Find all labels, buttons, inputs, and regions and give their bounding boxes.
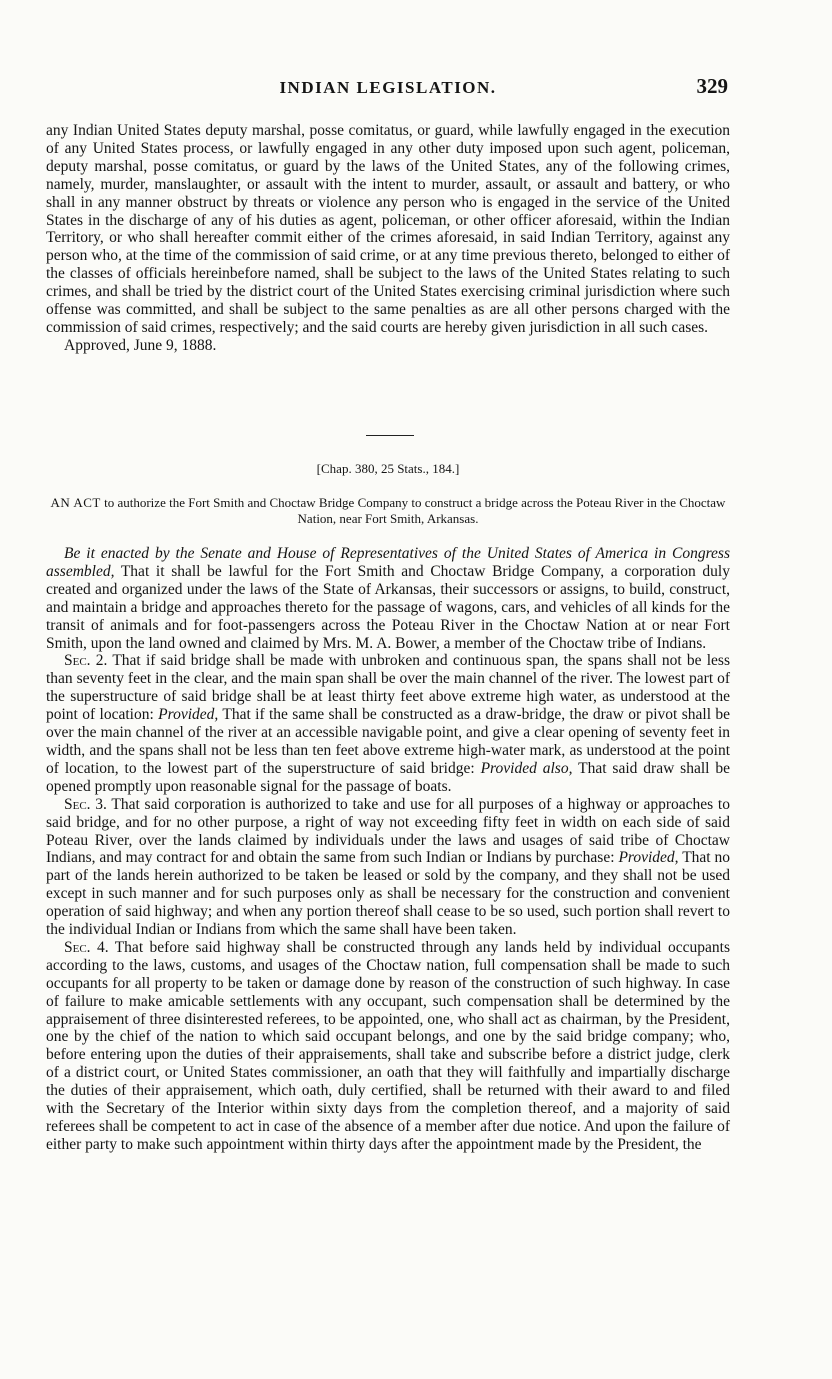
- section-3-label: Sec. 3.: [64, 795, 107, 813]
- section-2-paragraph: [46, 652, 730, 795]
- section-1-paragraph: [46, 545, 730, 652]
- section-2-text-a: That if said bridge shall be made with unbroken and continuous span, the spans shall not be less than seventy feet in the clear, and the main span shall be over the main channel of the river. The lowest part of the superstructure of said bridge shall be at least thirty feet above extreme high water, as understood at the point of location:: [46, 652, 730, 724]
- section-2-label: Sec. 2.: [64, 652, 108, 670]
- continuation-block: [46, 122, 730, 355]
- section-4-label: Sec. 4.: [64, 938, 109, 956]
- section-3-paragraph: [46, 796, 730, 939]
- continuation-paragraph: any Indian United States deputy marshal, posse comitatus, or guard, while lawfully engaged in the execution of any United States process, or lawfully engaged in any other duty imposed upon such agent, policeman, deputy marshal, posse comitatus, or guard by the laws of the United States, any of the following crimes, namely, murder, manslaughter, or assault with the intent to murder, assault, or assault and battery, or who shall in any manner obstruct by threats or violence any person who is engaged in the service of the United States in the discharge of any of his duties as agent, policeman, or other officer aforesaid, within the Indian Territory, or who shall hereafter commit either of the crimes aforesaid, in said Indian Territory, against any person who, at the time of the commission of said crime, or at any time previous thereto, belonged to either of the classes of officials hereinbefore named, shall be subject to the laws of the United States relating to such crimes, and shall be tried by the district court of the United States exercising criminal jurisdiction where such offense was committed, and shall be subject to the same penalties as are all other persons charged with the commission of said crimes, respectively; and the said courts are hereby given jurisdiction in all such cases.: [46, 122, 730, 336]
- chapter-citation: [Chap. 380, 25 Stats., 184.]: [316, 461, 460, 476]
- section-4-text: That before said highway shall be constructed through any lands held by individual occupants according to the laws, customs, and usages of the Choctaw nation, full compensation shall be made to such occupants for all property to be taken or damage done by reason of the construction of such highway. In case of failure to make amicable settlements with any occupant, such compensation shall be determined by the appraisement of three disinterested referees, to be appointed, one, who shall act as chairman, by the President, one by the chief of the nation to which said occupant belongs, and one by the said bridge company; who, before entering upon the duties of their appraisements, shall take and subscribe before a district judge, clerk of a district court, or United States commissioner, an oath that they will faithfully and impartially discharge the duties of their appraisement, which oath, duly certified, shall be returned with their award to and filed with the Secretary of the Interior within sixty days from the completion thereof, and a majority of said referees shall be competent to act in case of the absence of a member after due notice. And upon the failure of either party to make such appointment within thirty days after the appointment made by the President, the: [46, 938, 730, 1153]
- section-2-proviso-b: Provided also,: [480, 759, 573, 777]
- approval-line: Approved, June 9, 1888.: [64, 336, 217, 354]
- act-title-lead: AN ACT: [50, 495, 101, 510]
- section-3-proviso: Provided,: [618, 849, 679, 867]
- section-2-text-b: That if the same shall be constructed as a draw-bridge, the draw or pivot shall be over the main channel of the river at an accessible navigable point, and give a clear opening of seventy feet in width, and the spans shall not be less than ten feet above extreme high-water mark, as understood at the point of location, to the lowest part of the superstructure of said bridge:: [46, 706, 731, 777]
- page-number: 329: [696, 74, 728, 98]
- section-4-paragraph: [46, 939, 730, 1154]
- act-title: [46, 495, 730, 526]
- enacting-clause: Be it enacted by the Senate and House of Representatives of the United States of America in Congress assembled,: [46, 545, 730, 580]
- section-2-text-c: That said draw shall be opened promptly upon reasonable signal for the passage of boats.: [46, 759, 730, 795]
- section-1-text: That it shall be lawful for the Fort Smith and Choctaw Bridge Company, a corporation duly created and organized under the laws of the State of Arkansas, their successors or assigns, to build, construct, and maintain a bridge and approaches thereto for the passage of wagons, cars, and vehicles of all kinds for the transit of animals and for foot-passengers across the Poteau River in the Choctaw Nation at or near Fort Smith, upon the land owned and claimed by Mrs. M. A. Bower, a member of the Choctaw tribe of Indians.: [46, 562, 730, 652]
- section-3-text-a: That said corporation is authorized to take and use for all purposes of a highway or approaches to said bridge, and for no other purpose, a right of way not exceeding fifty feet in width on each side of said Poteau River, over the lands claimed by individuals under the laws and usages of said tribe of Choctaw Indians, and may contract for and obtain the same from such Indian or Indians by purchase:: [46, 795, 730, 867]
- section-divider: [366, 435, 414, 436]
- page-header: [46, 74, 730, 104]
- section-3-text-b: That no part of the lands herein authorized to be taken be leased or sold by the company, and they shall not be used except in such manner and for such purposes only as shall be necessary for the construction and convenient operation of said highway; and when any portion thereof shall cease to be so used, such portion shall revert to the individual Indian or Indians from which the same shall have been taken.: [46, 849, 730, 939]
- section-2-proviso-a: Provided,: [158, 706, 219, 724]
- running-head: INDIAN LEGISLATION.: [279, 78, 497, 97]
- act-body: [46, 545, 730, 1154]
- act-title-text: to authorize the Fort Smith and Choctaw Bridge Company to construct a bridge across the Poteau River in the Choctaw Nation, near Fort Smith, Arkansas.: [104, 495, 726, 526]
